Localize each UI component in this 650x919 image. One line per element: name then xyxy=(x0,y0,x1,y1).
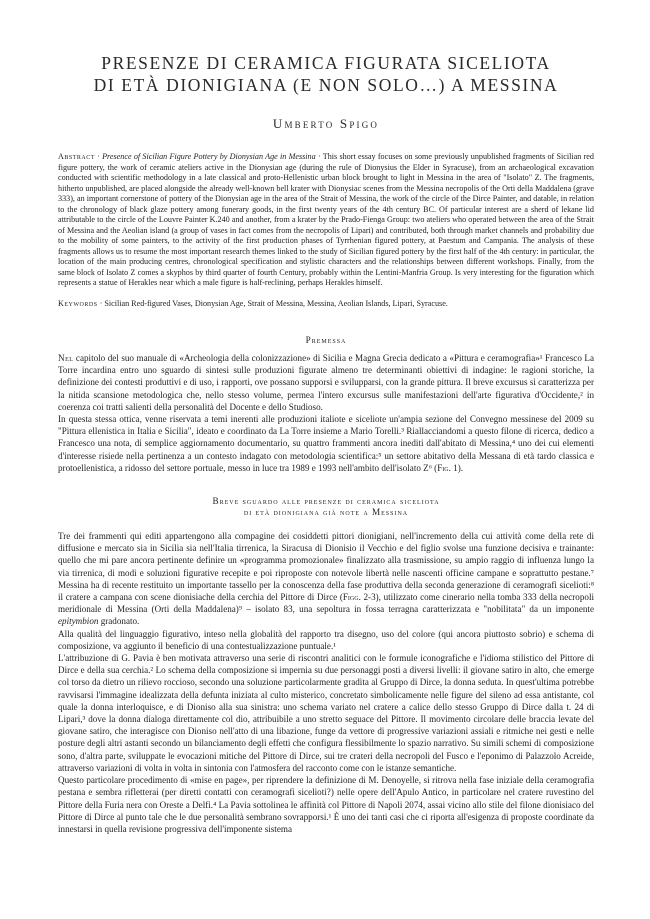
section-heading-line-1: Breve sguardo alle presenze di ceramica siceliota xyxy=(212,496,440,507)
author-name xyxy=(58,116,594,132)
paragraph-text-end: gradonato. xyxy=(98,616,140,627)
keywords xyxy=(58,299,594,310)
figure-reference: Figg xyxy=(342,592,359,603)
paragraph-sguardo-1 xyxy=(58,530,594,628)
paragraph-premessa-2 xyxy=(58,413,594,474)
title-line-2: DI ETÀ DIONIGIANA (E NON SOLO…) A MESSINA xyxy=(93,75,559,95)
paragraph-sguardo-2: Alla qualità del linguaggio figurativo, inteso nella globalità del rapporto tra disegno, uso del colore (qui ancora piuttosto sobrio) e schema di composizione, va aggiunto il beneficio di una contestualizzazione puntuale.¹ xyxy=(58,628,594,651)
article-title xyxy=(58,0,594,96)
title-line-1: PRESENZE DI CERAMICA FIGURATA SICELIOTA xyxy=(101,53,551,73)
author-text: Umberto Spigo xyxy=(272,116,380,131)
abstract-english-title: Presence of Sicilian Figure Pottery by Dionysian Age in Messina xyxy=(102,152,316,161)
paragraph-text: In questa stessa ottica, venne riservata a temi inerenti alle produzioni italiote e siceliote un'ampia sezione del Convegno messinese del 2009 su "Pittura ellenistica in Italia e Sicilia", ideato e coordinato da La Torre insieme a Mario Torelli.³ Riallacciandomi a questo filone di ricerca, dedico a Francesco una nota, di semplice aggiornamento documentario, su quattro frammenti ancora inediti dall'abitato di Messina,⁴ uno dei cui elementi d'interesse risiede nella pertinenza a un contesto indagato con metodologia scientifica:⁵ un settore abitativo della Messana di età tardo classica e protoellenistica, a ridosso del settore portuale, messo in luce tra 1989 e 1993 nell'ambito dell'isolato Z⁶ ( xyxy=(58,414,594,473)
abstract-text: · This short essay focuses on some previously unpublished fragments of Sicilian red figure pottery, the work of ceramic ateliers active in the Dionysian age (during the rule of Dionysius the Elder in Syracuse), from an archaeological excavation conducted with scientific methodology in a late classical and proto-Hellenistic urban block brought to light in Messina in the area of "Isolato" Z. The fragments, hitherto unpublished, are placed alongside the already well-known bell krater with Dionysiac scenes from the Messina necropolis of the Orti della Maddalena (grave 333), an important cornerstone of pottery of the Dionysian age in the area of the Strait of Messina, the work of the circle of the Dirce Painter, and datable, in relation to the chronology of black glaze pottery among funerary goods, in the first twenty years of the 4th century BC. Of particular interest are a sherd of lekane lid attributable to the circle of the Louvre Painter K.240 and another, from a krater by the Prado-Fienga Group: two ateliers who operated between the area of the Strait of Messina and the Aeolian island (a group of vases in fact comes from the necropolis of Lipari) and contributed, both through market channels and probability due to the mobility of some painters, to the activity of the first production phases of Tyrrhenian figured pottery, at Paestum and Campania. The analysis of these fragments allows us to resume the most important research themes linked to the study of Sicilian figured pottery by the first half of the 4th century: in particular, the location of the main producing centres, chronological specification and stylistic characters and the relationships between different workshops. Finally, from the same block of Isolato Z comes a skyphos by third quarter of fourth Century, probably within the Lentini-Manfria Group. Is very interesting for the figuration which represents a statue of Herakles near which a male figure is half-reclining, perhaps Herakles himself. xyxy=(58,152,594,287)
figure-reference: Fig xyxy=(437,462,449,473)
keywords-text: · Sicilian Red-figured Vases, Dionysian Age, Strait of Messina, Messina, Aeolian Islands, Lipari, Syracuse. xyxy=(97,298,448,308)
paragraph-premessa-1 xyxy=(58,352,594,413)
section-heading-premessa: Premessa xyxy=(305,335,347,345)
keywords-label: Keywords xyxy=(58,298,98,308)
paragraph-text-end: . 1). xyxy=(448,462,463,473)
paragraph-text: capitolo del suo manuale di «Archeologia della colonizzazione» di Sicilia e Magna Grecia dedicato a «Pittura e ceramografia»¹ Francesco La Torre incardina entro uno sguardo di sintesi sulle produzioni figurate almeno tre determinanti obiettivi di indagine: le ragioni storiche, la definizione dei contesti produttivi e di uso, i rapporti, ove possano supporsi e svilupparsi, con la grande pittura. Il breve excursus si caratterizza per la nitida scansione metodologica che, nello stesso volume, permea l'intero excursus sulle manifestazioni dell'arte figurativa d'Occidente,² in coerenza coi tratti salienti della personalità del Docente e dello Studioso. xyxy=(58,353,594,412)
section-heading-line-2: di età dionigiana già note a Messina xyxy=(243,507,409,518)
paragraph-sguardo-4: Questo particolare procedimento di «mise en page», per riprendere la definizione di M. Denoyelle, si ritrova nella fase iniziale della ceramografia pestana e sembra rifletterai (per diretti contatti con ceramografi sicelioti?) nelle opere dell'Apulo Antico, in particolare nel cratere ruvestino del Pittore della Furia nera con Oreste a Delfi.⁴ La Pavia sottolinea le affinità col Pittore di Napoli 2074, assai vicino allo stile del filone dionisiaco del Pittore di Dirce al punto tale che le due personalità sembrano sovrapporsi.¹ È uno dei tanti casi che ci riporta all'esigenza di proposte coordinate da innestarsi in quella revisione progressiva dell'imponente sistema xyxy=(58,775,594,834)
paragraph-lead-word: Nel xyxy=(58,353,74,363)
paragraph-text-mid: . 2-3), utilizzato come cinerario nella tomba 333 della necropoli meridionale di Messina (Orti della Maddalena)⁹ – isolato 83, una sepoltura in fossa terragna caratterizzata e "nobilitata" da un imponente xyxy=(58,592,595,615)
section-heading-breve-sguardo xyxy=(58,496,594,518)
italic-term: epitymbion xyxy=(58,616,99,627)
paragraph-sguardo-3: L'attribuzione di G. Pavia è ben motivata attraverso una serie di riscontri analitici con le formule iconografiche e l'idioma stilistico del Pittore di Dirce e della sua cerchia.² Lo schema della composizione si impernia su due personaggi posti a diversi livelli: il giovane satiro in alto, che emerge col torso da dietro un rilievo roccioso, secondo una soluzione particolarmente gradita al Gruppo di Dirce, la donna seduta. In quest'ultima potrebbe ravvisarsi l'immagine idealizzata della defunta iniziata al culto misterico, concretato simbolicamente nelle figure del sileno ad essa antistante, col quale la donna interloquisce, e di Dioniso alla sua sinistra: uno schema variato nel cratere a calice dello stesso Gruppo di Dirce dalla t. 24 di Lipari,³ dove la donna dialoga direttamente col dio, attribuibile a uno stretto seguace del Pittore. Il movimento circolare delle braccia levate del giovane satiro, che interagisce con Dioniso nell'atto di una libazione, funge da vettore di progressive variazioni assiali e ritmiche nei gesti e nelle posture degli altri astanti secondo un bilanciamento degli effetti che configura flessibilmente lo spazio narrativo. Su simili schemi di composizione sono, d'altra parte, sviluppate le evocazioni mitiche del Pittore di Dirce, sui tre crateri della necropoli del Fusco e l'eponimo di Palazzolo Acreide, attraverso variazioni di volta in volta in sintonia con l'atmosfera del racconto come con le istanze semantiche. xyxy=(58,653,594,773)
abstract xyxy=(58,152,594,289)
abstract-label: Abstract xyxy=(58,152,95,161)
abstract-sep: · xyxy=(94,152,103,161)
paragraph-text: Tre dei frammenti qui editi appartengono alla compagine dei cosiddetti pittori dionigiani, nell'incremento della cui attività come della rete di diffusione e mercato sia in Sicilia sia nell'Italia tirrenica, la Siracusa di Dionisio il Vecchio e del figlio svolse una funzione decisiva e trainante: quello che mi pare ancora pertinente definire un «programma promozionale» finalizzato alla trasmissione, su ampio raggio di influenza lungo la via tirrenica, di modi e soluzioni figurative recepite e poi riproposte con notevole libertà nelle nascenti officine campane e soprattutto pestane.⁷ Messina ha di recente restituito un importante tassello per la conoscenza della fase produttiva della seconda generazione di ceramografi sicelioti:⁸ il cratere a campana con scene dionisiache della cerchia del Pittore di Dirce ( xyxy=(58,531,594,603)
